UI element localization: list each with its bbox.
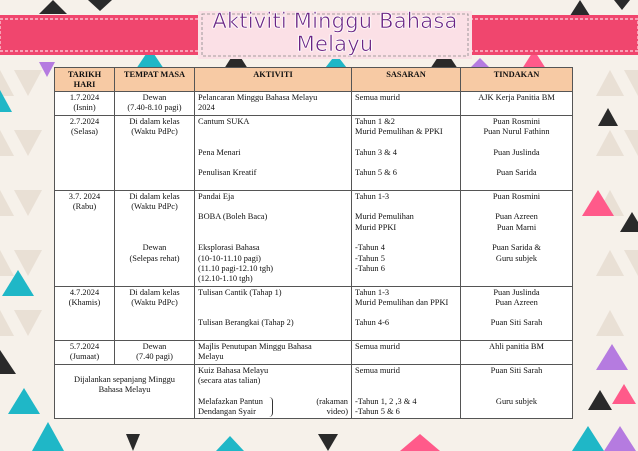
- page-title: [210, 10, 460, 56]
- cell-tindakan: Puan Juslinda Puan Azreen Puan Siti Sarah: [461, 286, 573, 340]
- cell-aktiviti: Tulisan Cantik (Tahap 1) Tulisan Berangkai (Tahap 2): [195, 286, 352, 340]
- header-tempat: TEMPAT MASA: [115, 68, 195, 92]
- title-line-2: Melayu: [296, 32, 374, 56]
- cell-tindakan: Puan Siti Sarah Guru subjek: [461, 364, 573, 418]
- cell-sasaran: Tahun 1-3 Murid Pemulihan dan PPKI Tahun 4-6: [352, 286, 461, 340]
- cell-sepanjang: [55, 364, 195, 418]
- brace-icon: [267, 397, 273, 417]
- header-aktiviti: AKTIVITI: [195, 68, 352, 92]
- cell-tarikh: 1.7.2024 (Isnin): [55, 92, 115, 116]
- cell-sasaran: Semua murid -Tahun 1, 2 ,3 & 4 -Tahun 5 & 6: [352, 364, 461, 418]
- sepanjang-label: Dijalankan sepanjang Minggu Bahasa Melayu: [74, 374, 175, 394]
- header-tindakan: TINDAKAN: [461, 68, 573, 92]
- cell-tempat: Dewan (7.40 pagi): [115, 341, 195, 365]
- cell-sasaran: Semua murid: [352, 92, 461, 116]
- cell-tempat: Di dalam kelas (Waktu PdPc): [115, 286, 195, 340]
- schedule-table: [54, 67, 573, 419]
- cell-tarikh: 2.7.2024 (Selasa): [55, 115, 115, 190]
- cell-tarikh: 4.7.2024 (Khamis): [55, 286, 115, 340]
- table-row: [55, 92, 573, 116]
- cell-sasaran: Semua murid: [352, 341, 461, 365]
- cell-tindakan: Puan Rosmini Puan Azreen Puan Marni Puan Sarida & Guru subjek: [461, 190, 573, 286]
- table-row: [55, 286, 573, 340]
- cell-aktiviti: Majlis Penutupan Minggu Bahasa Melayu: [195, 341, 352, 365]
- cell-tindakan: AJK Kerja Panitia BM: [461, 92, 573, 116]
- cell-tindakan: Puan Rosmini Puan Nurul Fathinn Puan Juslinda Puan Sarida: [461, 115, 573, 190]
- header-row: [55, 68, 573, 92]
- cell-tempat: Dewan (7.40-8.10 pagi): [115, 92, 195, 116]
- title-line-1: Aktiviti Minggu Bahasa: [212, 9, 458, 33]
- cell-aktiviti: Cantum SUKA Pena Menari Penulisan Kreatif: [195, 115, 352, 190]
- table-row: [55, 364, 573, 418]
- cell-tarikh: 5.7.2024 (Jumaat): [55, 341, 115, 365]
- header-tarikh: TARIKH HARI: [55, 68, 115, 92]
- cell-sasaran: Tahun 1 &2 Murid Pemulihan & PPKI Tahun 3 & 4 Tahun 5 & 6: [352, 115, 461, 190]
- table-row: [55, 190, 573, 286]
- header-sasaran: SASARAN: [352, 68, 461, 92]
- cell-tempat: Di dalam kelas (Waktu PdPc): [115, 115, 195, 190]
- cell-aktiviti: Kuiz Bahasa Melayu (secara atas talian) Melafazkan Pantun Dendangan Syair (rakaman video): [195, 364, 352, 418]
- cell-aktiviti: Pelancaran Minggu Bahasa Melayu 2024: [195, 92, 352, 116]
- cell-sasaran: Tahun 1-3 Murid Pemulihan Murid PPKI -Tahun 4 -Tahun 5 -Tahun 6: [352, 190, 461, 286]
- table-row: [55, 341, 573, 365]
- cell-tempat: Di dalam kelas (Waktu PdPc) Dewan (Selepas rehat): [115, 190, 195, 286]
- cell-tarikh: 3.7. 2024 (Rabu): [55, 190, 115, 286]
- table-row: [55, 115, 573, 190]
- cell-tindakan: Ahli panitia BM: [461, 341, 573, 365]
- cell-aktiviti: Pandai Eja BOBA (Boleh Baca) Eksplorasi Bahasa (10-10-11.10 pagi) (11.10 pagi-12.10 tgh) (12.10-1.10 tgh): [195, 190, 352, 286]
